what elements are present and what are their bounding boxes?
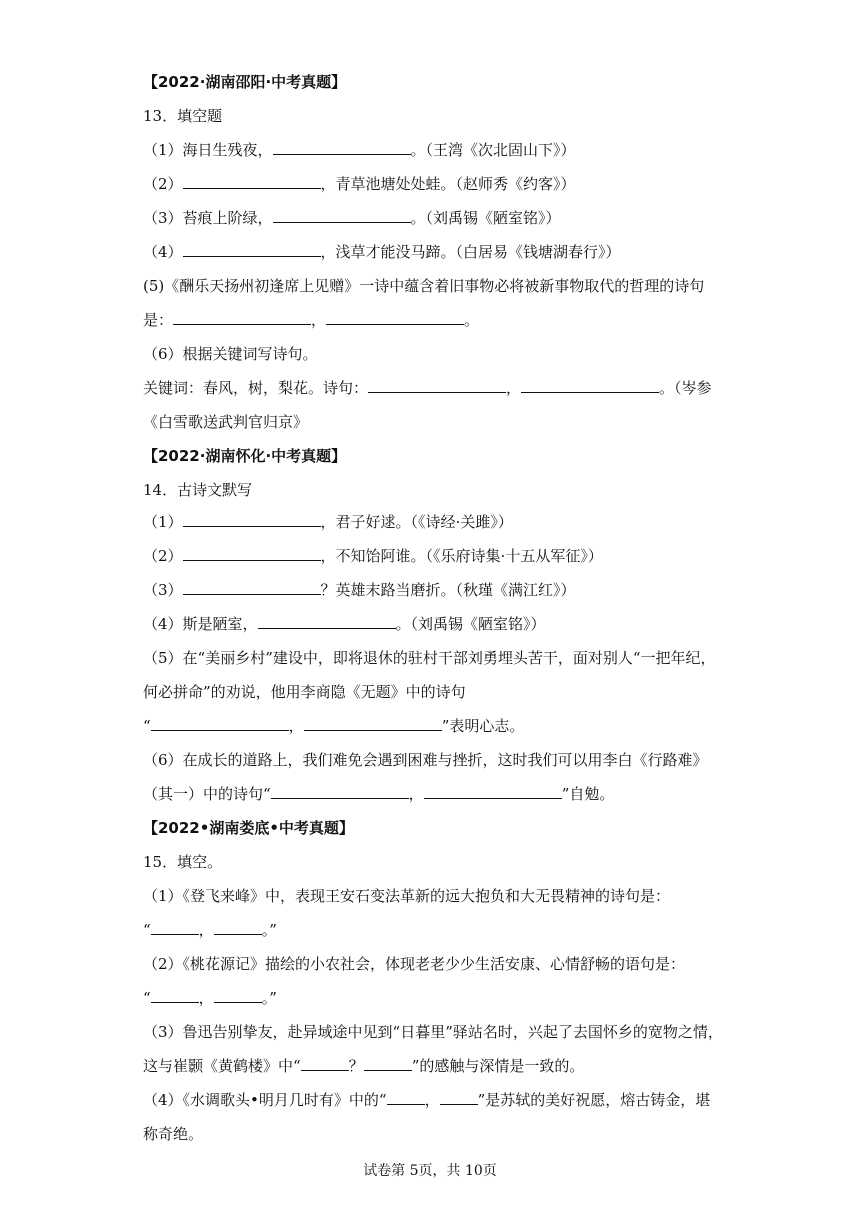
q15-item-3: （3）鲁迅告别挚友，赴异域途中见到“日暮里”驿站名时，兴起了去国怀乡的宽物之情， xyxy=(143,1023,723,1041)
q14-item-5: （5）在“美丽乡村”建设中，即将退休的驻村干部刘勇埋头苦干，面对别人“一把年纪， xyxy=(143,649,716,667)
answer-blank[interactable] xyxy=(173,310,311,325)
q14-item-1: （1） ，君子好逑。（《诗经·关雎》） xyxy=(143,513,513,531)
q14-item-6-blanks: （其一）中的诗句“ ， ”自勉。 xyxy=(143,785,615,803)
answer-blank[interactable] xyxy=(258,614,396,629)
answer-blank[interactable] xyxy=(301,1056,349,1071)
q14-item-3: （3） ？英雄末路当磨折。（秋瑾《满江红》） xyxy=(143,581,576,599)
q13-item-3: （3）苔痕上阶绿， 。（刘禹锡《陋室铭》） xyxy=(143,209,561,227)
q15-item-3-blanks: 这与崔颢《黄鹤楼》中“ ？ ”的感触与深情是一致的。 xyxy=(143,1057,585,1075)
section-header: 【2022•湖南娄底•中考真题】 xyxy=(143,819,354,837)
q13-item-2: （2） ，青草池塘处处蛙。（赵师秀《约客》） xyxy=(143,175,576,193)
q15-item-1-blanks: “ ， 。” xyxy=(143,921,277,939)
question-14-title: 14．古诗文默写 xyxy=(143,481,253,499)
answer-blank[interactable] xyxy=(183,546,321,561)
answer-blank[interactable] xyxy=(273,140,411,155)
q13-item-5-cont: 是： ， 。 xyxy=(143,311,480,329)
q14-item-5-cont: 何必拼命”的劝说，他用李商隐《无题》中的诗句 xyxy=(143,683,466,701)
q14-item-6: （6）在成长的道路上，我们难免会遇到困难与挫折，这时我们可以用李白《行路难》 xyxy=(143,751,708,769)
q13-item-6-keywords: 关键词：春风，树，梨花。诗句： ， 。（岑参 xyxy=(143,379,712,397)
answer-blank[interactable] xyxy=(424,784,562,799)
q15-item-4: （4）《水调歌头•明月几时有》中的“ ， ”是苏轼的美好祝愿，熔古铸金，堪 xyxy=(143,1091,711,1109)
section-header: 【2022·湖南邵阳·中考真题】 xyxy=(143,73,347,91)
q13-item-1: （1）海日生残夜， 。（王湾《次北固山下》） xyxy=(143,141,576,159)
answer-blank[interactable] xyxy=(183,580,321,595)
q13-item-6: （6）根据关键词写诗句。 xyxy=(143,345,318,363)
answer-blank[interactable] xyxy=(364,1056,412,1071)
answer-blank[interactable] xyxy=(273,208,411,223)
answer-blank[interactable] xyxy=(214,920,262,935)
q15-item-1: （1）《登飞来峰》中，表现王安石变法革新的远大抱负和大无畏精神的诗句是： xyxy=(143,887,671,905)
q13-item-6-source: 《白雪歌送武判官归京》 xyxy=(143,413,309,431)
answer-blank[interactable] xyxy=(151,988,199,1003)
q14-item-4: （4）斯是陋室， 。（刘禹锡《陋室铭》） xyxy=(143,615,546,633)
answer-blank[interactable] xyxy=(214,988,262,1003)
answer-blank[interactable] xyxy=(271,784,409,799)
q14-item-5-blanks: “ ， ”表明心志。 xyxy=(143,717,525,735)
answer-blank[interactable] xyxy=(183,174,321,189)
answer-blank[interactable] xyxy=(387,1090,425,1105)
answer-blank[interactable] xyxy=(521,378,659,393)
q13-item-5: (5)《酬乐天扬州初逢席上见赠》一诗中蕴含着旧事物必将被新事物取代的哲理的诗句 xyxy=(143,277,705,295)
answer-blank[interactable] xyxy=(304,716,442,731)
q15-item-2: （2）《桃花源记》描绘的小农社会，体现老老少少生活安康、心情舒畅的语句是： xyxy=(143,955,686,973)
section-header: 【2022·湖南怀化·中考真题】 xyxy=(143,447,347,465)
q14-item-2: （2） ，不知饴阿谁。（《乐府诗集·十五从军征》） xyxy=(143,547,603,565)
answer-blank[interactable] xyxy=(183,242,321,257)
question-13-title: 13．填空题 xyxy=(143,107,223,125)
answer-blank[interactable] xyxy=(440,1090,478,1105)
q13-item-4: （4） ，浅草才能没马蹄。（白居易《钱塘湖春行》） xyxy=(143,243,621,261)
q15-item-4-cont: 称奇绝。 xyxy=(143,1125,204,1143)
q15-item-2-blanks: “ ， 。” xyxy=(143,989,277,1007)
answer-blank[interactable] xyxy=(183,512,321,527)
answer-blank[interactable] xyxy=(151,920,199,935)
page-footer: 试卷第 5页，共 10页 xyxy=(363,1163,497,1179)
answer-blank[interactable] xyxy=(151,716,289,731)
answer-blank[interactable] xyxy=(326,310,464,325)
answer-blank[interactable] xyxy=(368,378,506,393)
question-15-title: 15．填空。 xyxy=(143,853,223,871)
